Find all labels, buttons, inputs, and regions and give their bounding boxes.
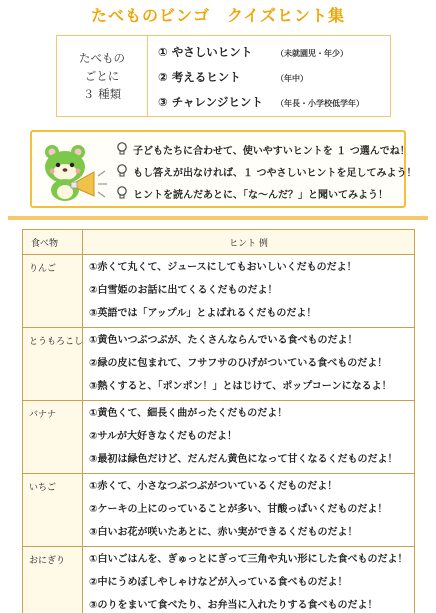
hint-types-box [56, 35, 391, 117]
table-row [23, 474, 414, 547]
mascot-megaphone-icon [38, 140, 110, 202]
hint-type-age: （年中） [276, 74, 308, 83]
food-name: りんご [23, 255, 83, 327]
tips-box [30, 130, 417, 208]
hint-text: ①赤くて丸くて、ジュースにしてもおいしいくだものだよ！ [89, 262, 357, 273]
table-row [23, 401, 414, 474]
food-name: いちご [23, 474, 83, 546]
hint-text: ②中にうめぼしやしゃけなどが入っている食べものだよ！ [89, 577, 348, 588]
tip-text: ヒントを読んだあとに、「な～んだ？」と聞いてみよう！ [133, 189, 388, 201]
hint-type-challenge [158, 90, 390, 115]
hint-type-easy [158, 40, 390, 65]
hint-text: ③最初は緑色だけど、だんだん黄色になって甘くなるくだものだよ！ [89, 454, 398, 465]
section-divider [8, 216, 428, 220]
food-name: バナナ [23, 401, 83, 473]
hint-text: ②緑の皮に包まれて、フサフサのひげがついている食べものだよ！ [89, 358, 388, 369]
hint-text: ③熱くすると、「ポンポン！」とはじけて、ポップコーンになるよ！ [89, 381, 392, 392]
header-hint: ヒント 例 [229, 238, 268, 249]
page-title: たべものビンゴ クイズヒント集 [90, 6, 346, 25]
hint-type-name: ① やさしいヒント [158, 45, 253, 59]
hint-text: ③白いお花が咲いたあとに、赤い実ができるくだものだよ！ [89, 527, 358, 538]
hint-text: ③英語では「アップル」とよばれるくだものだよ！ [89, 308, 317, 319]
hint-type-age: （年長・小学校低学年） [276, 99, 364, 108]
hint-table [22, 229, 415, 613]
hint-type-think [158, 65, 390, 90]
hint-list [83, 328, 414, 400]
tip-text: 子どもたちに合わせて、使いやすいヒントを １ つ選んでね！ [133, 145, 410, 157]
hint-types-label-line: ごとに [84, 69, 120, 83]
hint-text: ①黄色いつぶつぶが、たくさんならんでいる食べものだよ！ [89, 335, 358, 346]
hint-types-label-line: たべもの [79, 51, 125, 65]
hint-type-age: （未就園児・年少） [276, 49, 348, 58]
hint-list [83, 547, 414, 613]
table-row [23, 547, 414, 613]
hint-text: ①赤くて、小さなつぶつぶがついているくだものだよ！ [89, 481, 338, 492]
table-header [23, 230, 414, 255]
lightbulb-icon [116, 186, 128, 200]
hint-type-name: ② 考えるヒント [158, 70, 241, 84]
hint-types-label [57, 36, 148, 116]
tip-text: もし答えが出なければ、１ つやさしいヒントを足してみよう！ [133, 167, 417, 179]
hint-text: ②白雪姫のお話に出てくるくだものだよ！ [89, 285, 278, 296]
hint-text: ③のりをまいて食べたり、お弁当に入れたりする食べものだよ！ [89, 600, 378, 611]
header-food: 食べ物 [23, 230, 83, 254]
tip-item [116, 160, 416, 182]
hint-text: ②ケーキの上にのっていることが多い、甘酸っぱいくだものだよ！ [89, 504, 388, 515]
hint-types-label-line: ３ 種類 [82, 87, 122, 101]
lightbulb-icon [116, 164, 128, 178]
hint-list [83, 474, 414, 546]
hint-type-name: ③ チャレンジヒント [158, 95, 263, 109]
hint-text: ②サルが大好きなくだものだよ！ [89, 431, 237, 442]
table-row [23, 255, 414, 328]
table-row [23, 328, 414, 401]
hint-text: ①白いごはんを、ぎゅっとにぎって三角や丸い形にした食べものだよ！ [89, 554, 408, 565]
tip-item [116, 182, 416, 204]
food-name: おにぎり [23, 547, 83, 613]
food-name: とうもろこし [23, 328, 83, 400]
hint-text: ①黄色くて、細長く曲がったくだものだよ！ [89, 408, 288, 419]
tip-item [116, 138, 416, 160]
lightbulb-icon [116, 142, 128, 156]
hint-list [83, 401, 414, 473]
hint-list [83, 255, 414, 327]
tips-list [116, 138, 416, 204]
hint-types-list [148, 36, 390, 116]
